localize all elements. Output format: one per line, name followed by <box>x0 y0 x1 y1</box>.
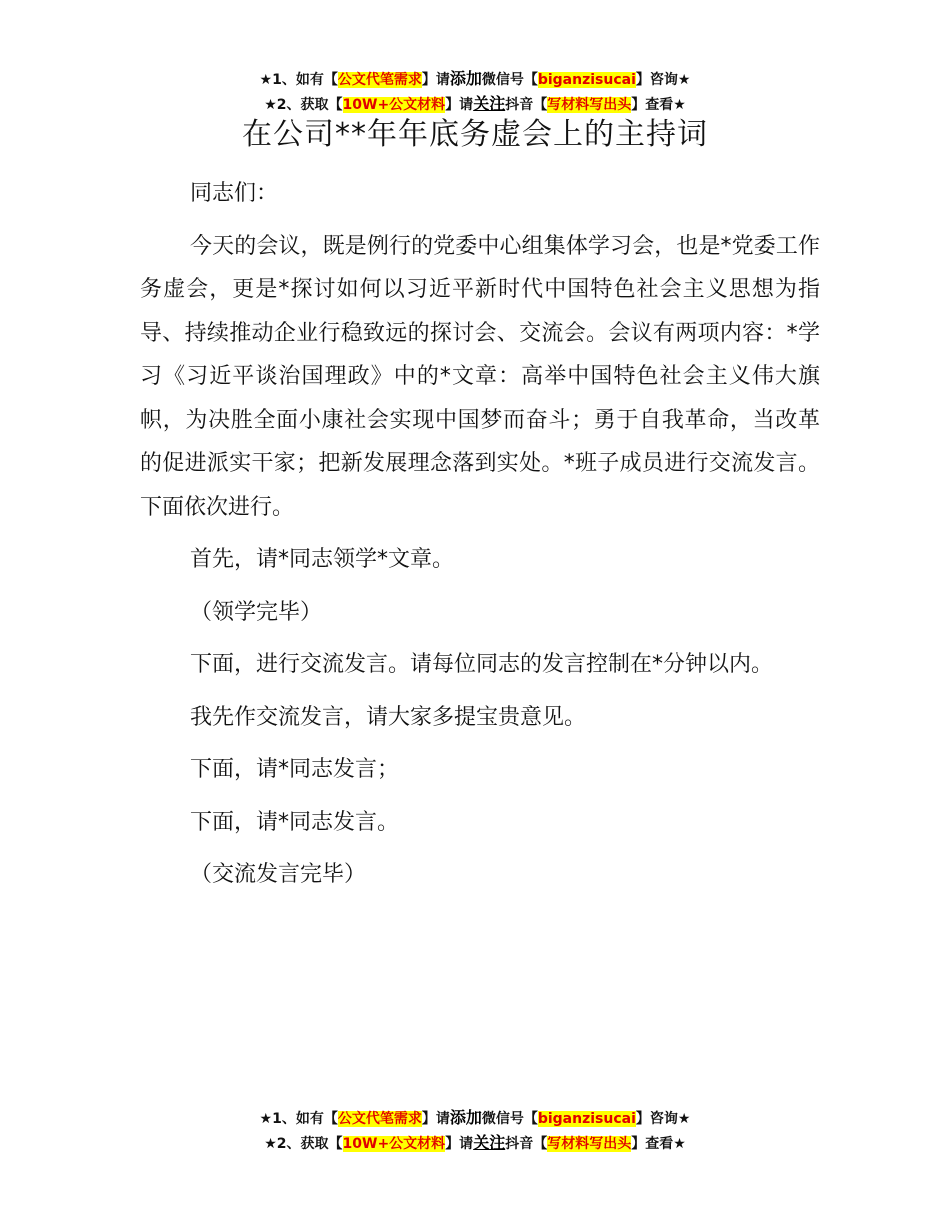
paragraph: 下面，请*同志发言。 <box>190 809 400 835</box>
promo-text: 抖音【 <box>505 97 548 113</box>
promo-highlight: 公文代笔需求 <box>337 1111 422 1127</box>
promo-highlight: biganzisucai <box>537 1111 636 1127</box>
promo-text: 】请 <box>445 97 474 113</box>
promo-highlight: 写材料写出头 <box>547 97 632 113</box>
paragraph: 下面，请*同志发言； <box>190 757 400 782</box>
promo-text: ★2、获取【 <box>264 1136 343 1152</box>
promo-line-2 <box>0 1131 950 1156</box>
promo-text: 抖音【 <box>505 1136 548 1152</box>
paragraph: （领学完毕） <box>190 599 323 625</box>
promo-highlight: 写材料写出头 <box>547 1136 632 1152</box>
promo-text: 】请 <box>421 1111 450 1127</box>
promo-text: 】查看★ <box>631 97 686 113</box>
promo-text: 】请 <box>421 72 450 88</box>
promo-text: 】查看★ <box>631 1136 686 1152</box>
promo-text: 微信号【 <box>481 72 538 88</box>
paragraph: 我先作交流发言，请大家多提宝贵意见。 <box>190 704 587 730</box>
promo-emphasis: 添加 <box>449 1108 482 1127</box>
promo-text: ★1、如有【 <box>259 72 338 88</box>
promo-highlight: 10W+公文材料 <box>342 97 446 113</box>
paragraph: 下面，进行交流发言。请每位同志的发言控制在*分钟以内。 <box>190 652 774 677</box>
document-title: 在公司**年年底务虚会上的主持词 <box>242 117 708 152</box>
promo-line-1 <box>0 1106 950 1131</box>
promo-text: ★2、获取【 <box>264 97 343 113</box>
promo-text: 】咨询★ <box>635 72 691 88</box>
promo-text: ★1、如有【 <box>259 1111 338 1127</box>
promo-text: 】请 <box>445 1136 474 1152</box>
promo-footer <box>0 1106 950 1156</box>
promo-highlight: 10W+公文材料 <box>342 1136 446 1152</box>
promo-emphasis: 关注 <box>473 1133 506 1152</box>
paragraph: 首先，请*同志领学*文章。 <box>190 547 455 572</box>
promo-text: 】咨询★ <box>635 1111 691 1127</box>
promo-emphasis: 关注 <box>473 94 506 113</box>
document-body <box>140 172 820 897</box>
paragraph: （交流发言完毕） <box>190 862 367 887</box>
paragraph: 同志们： <box>190 181 279 206</box>
promo-highlight: 公文代笔需求 <box>337 72 422 88</box>
paragraph: 今天的会议，既是例行的党委中心组集体学习会，也是*党委工作务虚会，更是*探讨如何以习近平新时代中国特色社会主义思想为指导、持续推动企业行稳致远的探讨会、交流会。会议有两项内容：*学习《习近平谈治国理政》中的*文章：高举中国特色社会主义伟大旗帜，为决胜全面小康社会实现中国梦而奋斗；勇于自我革命，当改革的促进派实干家；把新发展理念落到实处。*班子成员进行交流发言。下面依次进行。 <box>140 233 820 520</box>
promo-emphasis: 添加 <box>449 69 482 88</box>
promo-header <box>0 67 950 117</box>
promo-line-1 <box>0 67 950 92</box>
promo-highlight: biganzisucai <box>537 72 636 88</box>
promo-text: 微信号【 <box>481 1111 538 1127</box>
